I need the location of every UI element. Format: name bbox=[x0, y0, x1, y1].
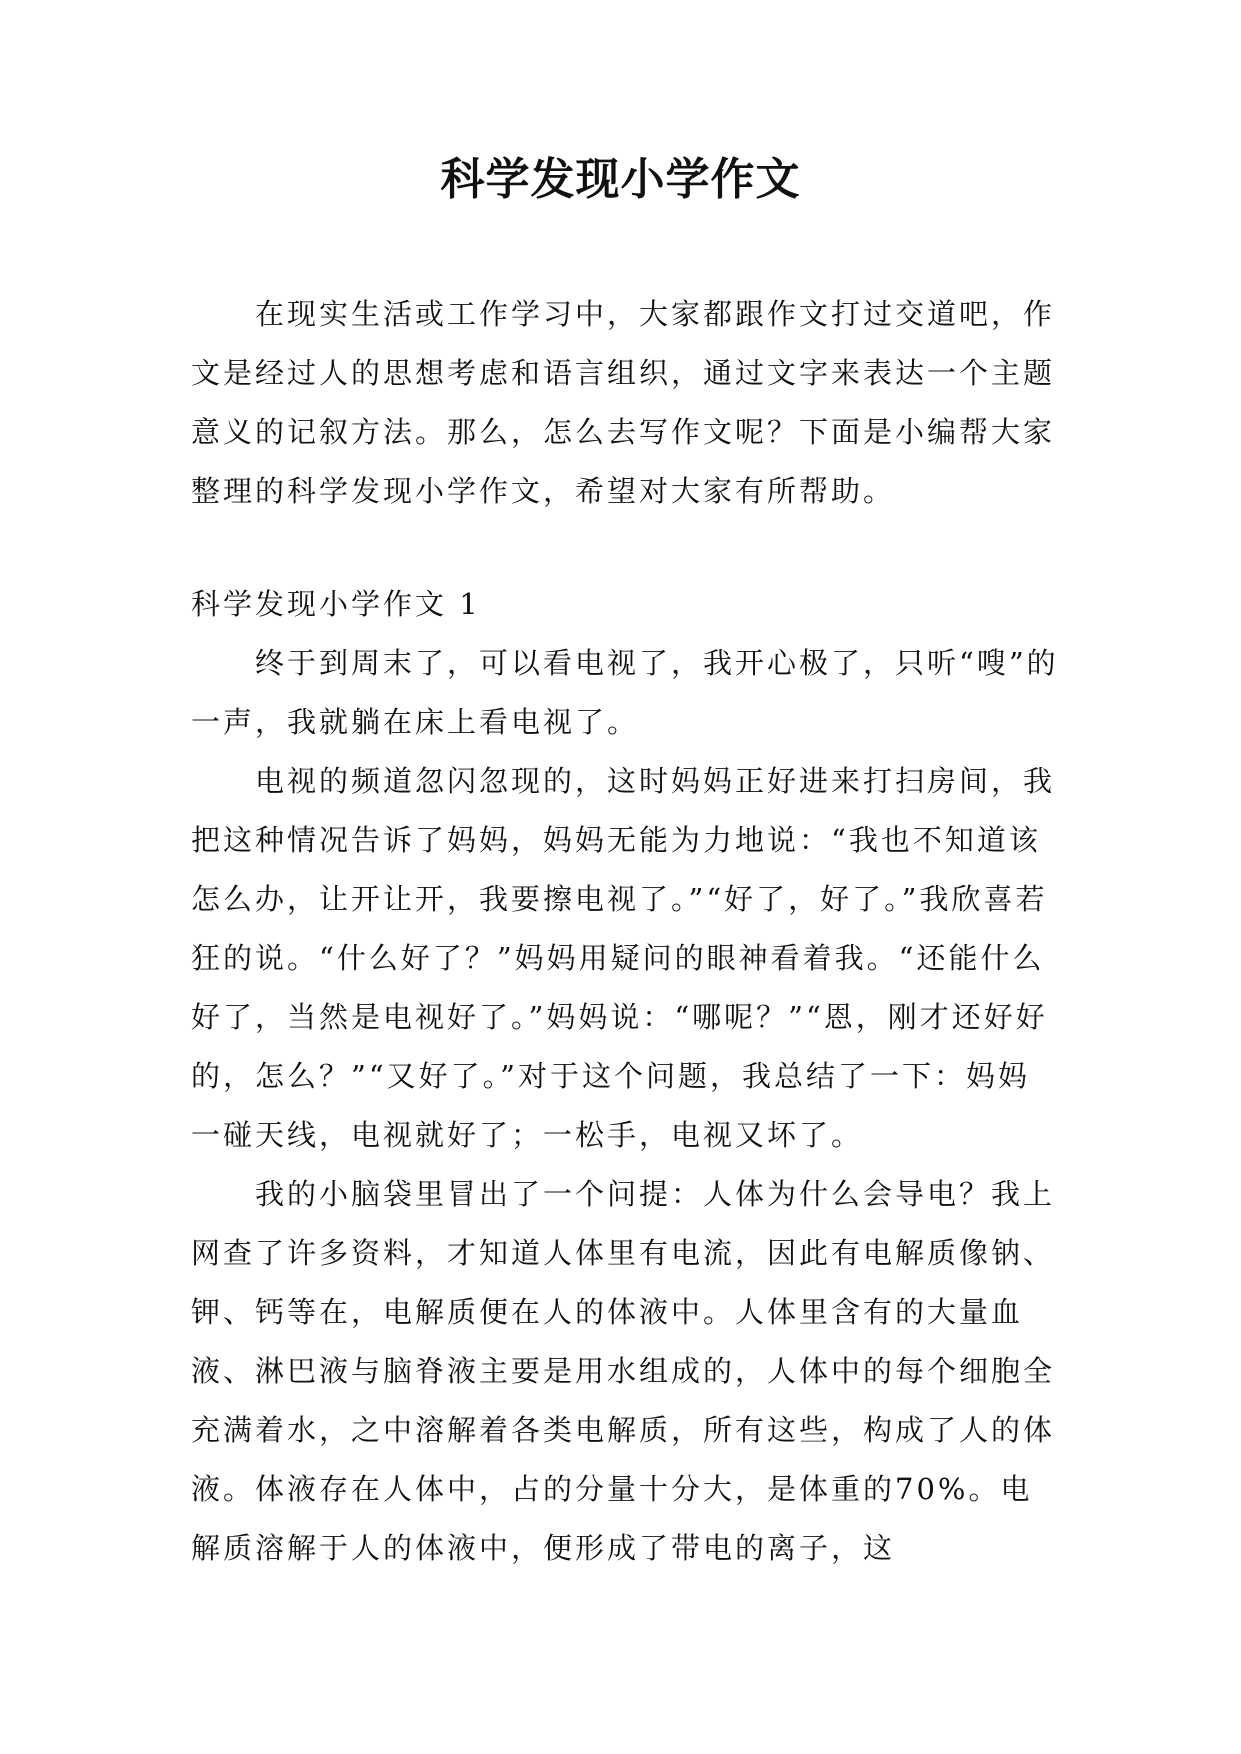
essay-section-1 bbox=[191, 575, 1061, 1578]
body-paragraph: 电视的频道忽闪忽现的，这时妈妈正好进来打扫房间，我把这种情况告诉了妈妈，妈妈无能为力地说：“我也不知道该怎么办，让开让开，我要擦电视了。”“好了，好了。”我欣喜若狂的说。“什么好了？”妈妈用疑问的眼神看着我。“还能什么好了，当然是电视好了。”妈妈说：“哪呢？”“恩，刚才还好好的，怎么？”“又好了。”对于这个问题，我总结了一下：妈妈一碰天线，电视就好了；一松手，电视又坏了。 bbox=[191, 764, 1056, 1152]
body-paragraph: 我的小脑袋里冒出了一个问提：人体为什么会导电？我上网查了许多资料，才知道人体里有电流，因此有电解质像钠、钾、钙等在，电解质便在人的体液中。人体里含有的大量血液、淋巴液与脑脊液主要是用水组成的，人体中的每个细胞全充满着水，之中溶解着各类电解质，所有这些，构成了人的体液。体液存在人体中，占的分量十分大，是体重的70%。电解质溶解于人的体液中，便形成了带电的离子，这 bbox=[191, 1177, 1056, 1565]
intro-block bbox=[191, 285, 1061, 521]
document-title: 科学发现小学作文 bbox=[440, 154, 801, 205]
intro-paragraph: 在现实生活或工作学习中，大家都跟作文打过交道吧，作文是经过人的思想考虑和语言组织，通过文字来表达一个主题意义的记叙方法。那么，怎么去写作文呢？下面是小编帮大家整理的科学发现小学作文，希望对大家有所帮助。 bbox=[191, 297, 1056, 508]
section-heading: 科学发现小学作文 1 bbox=[191, 587, 481, 621]
body-paragraph: 终于到周末了，可以看电视了，我开心极了，只听“嗖”的一声，我就躺在床上看电视了。 bbox=[191, 646, 1059, 739]
